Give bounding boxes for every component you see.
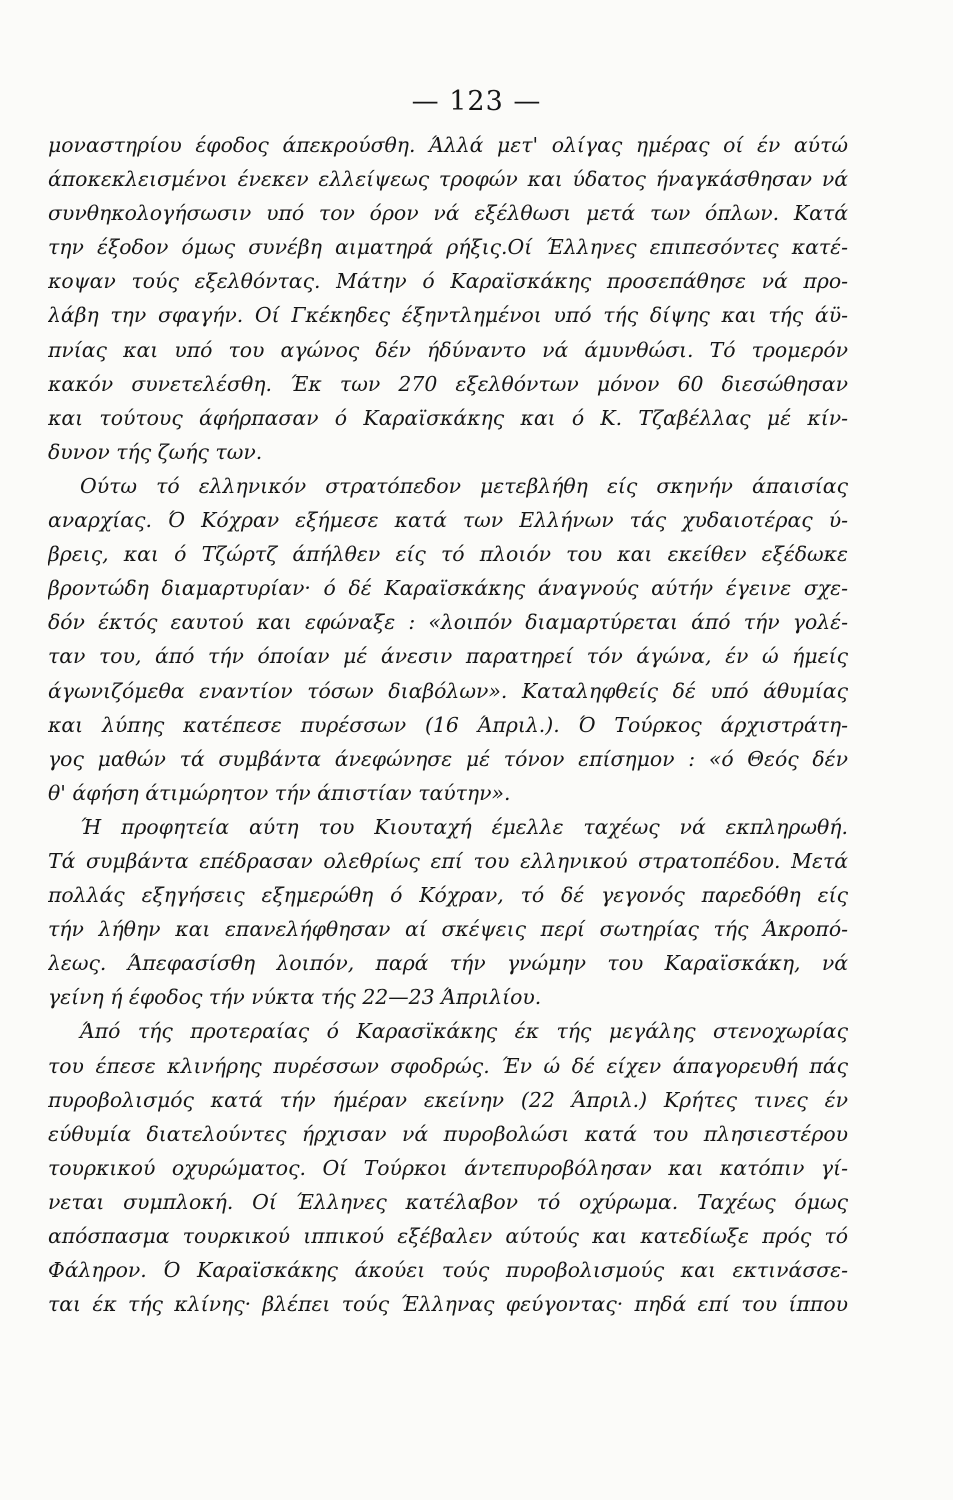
text-line: δόν έκτός εαυτού και εφώναξε : «λοιπόν διαμαρτύρεται άπό τήν γολέ-: [48, 610, 848, 635]
text-line: άγωνιζόμεθα εναντίον τόσων διαβόλων». Καταληφθείς δέ υπό άθυμίας: [48, 678, 848, 703]
text-line: άποκεκλεισμένοι ένεκεν ελλείψεως τροφών και ύδατος ήναγκάσθησαν νά: [48, 167, 848, 192]
text-line: απόσπασμα τουρκικού ιππικού εξέβαλεν αύτούς και κατεδίωξε πρός τό: [48, 1224, 848, 1248]
text-line: βρεις, και ό Τζώρτζ άπήλθεν είς τό πλοιόν του και εκείθεν εξέδωκε: [48, 542, 848, 567]
text-line: λεως. Άπεφασίσθη λοιπόν, παρά τήν γνώμην του Καραϊσκάκη, νά: [48, 951, 848, 976]
text-line: Άπό τής προτεραίας ό Καρασϊκάκης έκ τής μεγάλης στενοχωρίας: [80, 1019, 848, 1044]
text-line: μοναστηρίου έφοδος άπεκρούσθη. Άλλά μετ' ολίγας ημέρας οί έν αύτώ: [48, 133, 848, 157]
text-line: λάβη την σφαγήν. Οί Γκέκηδες έξηντλημένοι υπό τής δίψης και τής άϋ-: [48, 303, 848, 328]
text-line: πυροβολισμός κατά τήν ήμέραν εκείνην (22 Άπριλ.) Κρήτες τινες έν: [48, 1087, 848, 1112]
text-line: νεται συμπλοκή. Οί Έλληνες κατέλαβον τό οχύρωμα. Ταχέως όμως: [48, 1189, 848, 1214]
text-line: του έπεσε κλινήρης πυρέσσων σφοδρώς. Έν ώ δέ είχεν άπαγορευθή πάς: [48, 1053, 848, 1078]
text-line: ταν του, άπό τήν όποίαν μέ άνεσιν παρατηρεί τόν άγώνα, έν ώ ήμείς: [48, 644, 848, 669]
text-line: Ή προφητεία αύτη του Κιουταχή έμελλε ταχέως νά εκπληρωθή.: [80, 814, 848, 839]
text-line: και τούτους άφήρπασαν ό Καραϊσκάκης και ό Κ. Τζαβέλλας μέ κίν-: [48, 405, 848, 430]
text-line: δυνον τής ζωής των.: [48, 439, 263, 464]
text-line: και λύπης κατέπεσε πυρέσσων (16 Άπριλ.). Ό Τούρκος άρχιστράτη-: [48, 712, 848, 737]
text-line: ται έκ τής κλίνης· βλέπει τούς Έλληνας φεύγοντας· πηδά επί του ίππου: [48, 1292, 848, 1317]
text-line: πνίας και υπό του αγώνος δέν ήδύναντο νά άμυνθώσι. Τό τρομερόν: [48, 337, 848, 362]
text-line: Φάληρον. Ό Καραϊσκάκης άκούει τούς πυροβολισμούς και εκτινάσσε-: [48, 1258, 848, 1283]
text-line: εύθυμία διατελούντες ήρχισαν νά πυροβολώσι κατά του πλησιεστέρου: [48, 1121, 848, 1146]
text-line: την έξοδον όμως συνέβη αιματηρά ρήξις.Οί Έλληνες επιπεσόντες κατέ-: [48, 235, 848, 260]
text-line: κακόν συνετελέσθη. Έκ των 270 εξελθόντων μόνον 60 διεσώθησαν: [48, 371, 848, 396]
text-line: πολλάς εξηγήσεις εξημερώθη ό Κόχραν, τό δέ γεγονός παρεδόθη είς: [48, 883, 848, 908]
text-line: συνθηκολογήσωσιν υπό τον όρον νά εξέλθωσι μετά των όπλων. Κατά: [48, 201, 848, 226]
text-line: γείνη ή έφοδος τήν νύκτα τής 22—23 Άπριλίου.: [48, 985, 542, 1010]
page-number: — 123 —: [411, 86, 542, 117]
body-text: [48, 128, 848, 1321]
text-line: θ' άφήση άτιμώρητον τήν άπιστίαν ταύτην».: [48, 780, 511, 805]
text-line: τήν λήθην και επανελήφθησαν αί σκέψεις περί σωτηρίας τής Άκροπό-: [48, 917, 848, 942]
text-line: βροντώδη διαμαρτυρίαν· ό δέ Καραϊσκάκης άναγνούς αύτήν έγεινε σχε-: [48, 576, 848, 601]
text-line: Ούτω τό ελληνικόν στρατόπεδον μετεβλήθη είς σκηνήν άπαισίας: [80, 473, 848, 498]
text-line: γος μαθών τά συμβάντα άνεφώνησε μέ τόνον επίσημον : «ό Θεός δέν: [48, 746, 848, 771]
text-line: αναρχίας. Ό Κόχραν εξήμεσε κατά των Ελλήνων τάς χυδαιοτέρας ύ-: [48, 508, 848, 533]
text-line: Τά συμβάντα επέδρασαν ολεθρίως επί του ελληνικού στρατοπέδου. Μετά: [48, 848, 848, 873]
text-line: κοψαν τούς εξελθόντας. Μάτην ό Καραϊσκάκης προσεπάθησε νά προ-: [48, 269, 848, 294]
text-line: τουρκικού οχυρώματος. Οί Τούρκοι άντεπυροβόλησαν και κατόπιν γί-: [48, 1155, 848, 1180]
